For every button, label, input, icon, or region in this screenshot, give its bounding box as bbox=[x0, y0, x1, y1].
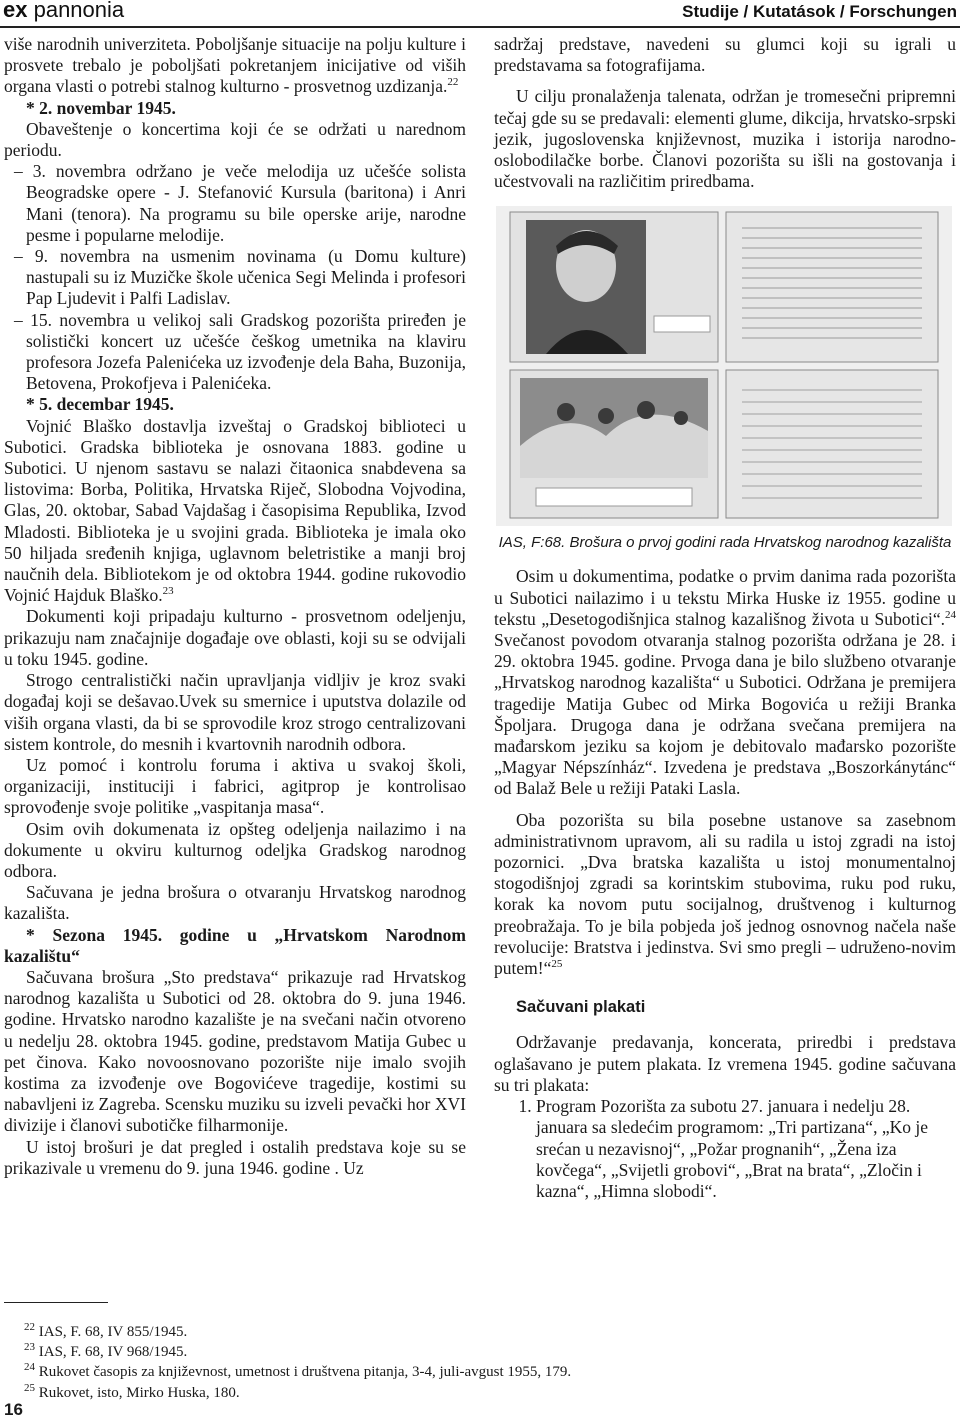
paragraph-text: Osim u dokumentima, podatke o prvim danima rada pozorišta u Subotici nailazimo i u tekstu Mirka Huske iz 1955. godine u tekstu „Desetogodišnjica stalnog kazališnog života u Subotici“. bbox=[494, 566, 956, 629]
list-item: – 9. novembra na usmenim novinama (u Domu kulture) nastupali su iz Muzičke škole učenica Segi Melinda i profesori Pap Ljudevit i Palfi Ladislav. bbox=[14, 246, 466, 309]
brochure-image bbox=[496, 206, 952, 526]
brochure-photo bbox=[496, 206, 952, 526]
date-text: * 2. novembar 1945. bbox=[26, 97, 176, 118]
footnote-text: IAS, F. 68, IV 968/1945. bbox=[35, 1344, 188, 1361]
footnote bbox=[24, 1383, 954, 1403]
paragraph: Osim ovih dokumenata iz opšteg odeljenja nailazimo i na dokumente u okviru kulturnog odeljka Gradskog narodnog odbora. bbox=[4, 818, 466, 881]
footnote-number: 23 bbox=[24, 1341, 35, 1354]
paragraph-text: Vojnić Blaško dostavlja izveštaj o Gradskoj biblioteci u Subotici. Gradska biblioteka je osnovana 1883. godine u Subotici. U njenom sastavu se nalazi čitaonica snabdevena sa listovima: Borba, Politika, Hrvatska Riječ, Slobodna Vojvodina, Glas, 20. oktobar, Sabad Vajdašag i časopisima Republika, Izvod Mladosti. Biblioteka je u svojini grada. Biblioteka je imala oko 50 hiljada sređenih knjiga, uglavnom beletristike a manji broj naučnih dela. Bibliotekom je od oktobra 1944. godine rukovodio Vojnić Hajduk Blaško. bbox=[4, 415, 466, 606]
right-column bbox=[494, 34, 956, 1202]
paragraph: U cilju pronalaženja talenata, održan je tromesečni pripremni tečaj gde su se predavali: elementi glume, dikcija, hrvatsko-srpski jezik, jugoslovenska književnost, muzika i istorija narodno-oslobodilačke borbe. Članovi pozorišta su išli na gostovanja i učestvovali na različitim priredbama. bbox=[494, 86, 956, 192]
footnote bbox=[24, 1322, 954, 1342]
paragraph: Obaveštenje o koncertima koji će se održati u narednom periodu. bbox=[4, 118, 466, 161]
paragraph-text: više narodnih univerziteta. Poboljšanje situacije na polju kulture i prosvete trebalo je poboljšati pokretanjem inicijative od viših organa vlasti o potrebi stalnog kulturno - prosvetnog uzdizanja. bbox=[4, 34, 466, 97]
paragraph: Sačuvana je jedna brošura o otvaranju Hrvatskog narodnog kazališta. bbox=[4, 882, 466, 924]
footnote-ref: 23 bbox=[162, 585, 174, 598]
section-heading: Sačuvani plakati bbox=[516, 998, 646, 1017]
paragraph: Sačuvana brošura „Sto predstava“ prikazuje rad Hrvatskog narodnog kazališta u Subotici od 28. oktobra do 9. juna 1946. godine. Hrvatsko narodno kazalište je na svečani način otvoreno u nedelju 28. oktobra 1945. godine, predstavom Matija Gubec u pet činova. Kako novoosnovano pozorište nije imalo svojih kostima za izvođenje ove Bogovićeve tragedije, kostimi su nabavljeni iz Zagreba. Scensku muziku su izveli pevački hor XVI divizije i članovi subotičke filharmonije. bbox=[4, 966, 466, 1136]
footnote-number: 22 bbox=[24, 1321, 35, 1333]
paragraph: Uz pomoć i kontrolu foruma i aktiva u svakoj školi, organizaciji, instituciji i fabrici, agitprop je kontrolisao sprovođenje svoje politike „vaspitanja masa“. bbox=[4, 754, 466, 818]
paragraph-text: Svečanost povodom otvaranja stalnog pozorišta održana je 28. i 29. oktobra 1945. godine. Prvoga dana je bilo službeno otvaranje „Hrvatskog narodnog kazališta“ u Subotici. Održana je premijera tragedije Matija Gubec od Mirka Bogovića u režiji Branka Špoljara. Drugoga dana je održana svečana premijera na mađarskom jeziku sa kojom je debitovalo mađarsko pozorište „Magyar Népszínház“. Izvedena je predstava „Boszorkánytánc“ od Balaž Bele u režiji Pataki Lasla. bbox=[494, 630, 956, 799]
paragraph: sadržaj predstave, navedeni su glumci koji su igrali u predstavama sa fotografijama. bbox=[494, 34, 956, 76]
poster-list bbox=[494, 1096, 956, 1202]
footnote-rule bbox=[4, 1302, 108, 1303]
date-text: * 5. decembar 1945. bbox=[26, 394, 174, 415]
paragraph bbox=[4, 416, 466, 607]
footnote bbox=[24, 1362, 954, 1382]
header-rule bbox=[0, 26, 960, 28]
paragraph bbox=[494, 566, 956, 799]
list-item: – 15. novembra u velikoj sali Gradskog pozorišta priređen je solistički koncert uz učešće češkog umetnika na klaviru profesora Jozefa Palenićeka uz izvođenje dela Baha, Buzonija, Betovena, Prokofjeva i Palenićeka. bbox=[14, 309, 466, 394]
footnote-number: 24 bbox=[24, 1361, 35, 1374]
paragraph: Dokumenti koji pripadaju kulturno - prosvetnom odeljenju, prikazuju nam značajnije događaje ove oblasti, koji su se odvijali u toku 1945. godine. bbox=[4, 606, 466, 669]
date-heading bbox=[4, 394, 466, 415]
paragraph: Održavanje predavanja, koncerata, priredbi i predstava oglašavano je putem plakata. Iz vremena 1945. godine sačuvana su tri plakata: bbox=[494, 1032, 956, 1095]
list-item: 1. Program Pozorišta za subotu 27. januara i nedelju 28. januara sa sledećim programom: „Tri partizana“, „Ko je srećan u nezavisnoj“, „Požar prognanih“, „Žena iza kovčega“, „Svijetli grobovi“, „Brat na brata“, „Zločin i kazna“, „Himna slobodi“. bbox=[536, 1096, 956, 1202]
footnote-ref: 24 bbox=[945, 609, 956, 621]
paragraph bbox=[4, 34, 466, 98]
paragraph: U istoj brošuri je dat pregled i ostalih predstava koje su se prikazivale u vremenu do 9. juna 1946. godine . Uz bbox=[4, 1136, 466, 1178]
photo-caption: IAS, F:68. Brošura o prvoj godini rada Hrvatskog narodnog kazališta bbox=[498, 534, 952, 552]
footnote-text: IAS, F. 68, IV 855/1945. bbox=[35, 1324, 188, 1340]
footnote-text: Rukovet časopis za književnost, umetnost i društvena pitanja, 3-4, juli-avgust 1955, 179. bbox=[35, 1364, 572, 1381]
season-heading bbox=[4, 925, 466, 967]
journal-logo bbox=[3, 0, 124, 23]
date-heading bbox=[4, 98, 466, 119]
season-text: * Sezona 1945. godine u „Hrvatskom Narodnom kazalištu“ bbox=[4, 924, 466, 966]
footnote-text: Rukovet, isto, Mirko Huska, 180. bbox=[35, 1384, 240, 1401]
logo-bold: ex bbox=[3, 0, 28, 22]
footnote-number: 25 bbox=[24, 1381, 35, 1394]
paragraph-text: Oba pozorišta su bila posebne ustanove sa zasebnom administrativnom upravom, ali su radila u istoj zgradi na istoj pozornici. „Dva bratska kazališta u istoj monumentalnoj stogodišnjoj zgradi sa korintskim stubovima, ruku pod ruku, korak ka novom putu socijalnog, društvenog i kulturnog preobražaja. To je bila pobjeda još jednog osnovnog načela naše revolucije: Bratstva i jedinstva. Svi smo pregli – udruženo-novim putem!“ bbox=[494, 809, 956, 979]
footnote-ref: 22 bbox=[447, 76, 459, 89]
footnote bbox=[24, 1342, 954, 1362]
left-column bbox=[4, 34, 466, 1179]
logo-rest: pannonia bbox=[27, 0, 125, 22]
paragraph: Strogo centralistički način upravljanja vidljiv je kroz svaki događaj koji se dešavao.Uvek su smernice i uputstva dolazile od viših organa vlasti, da bi se sprovodile kroz strogo centralizovani sistem kontrole, do mesnih i kvartovnih narodnih odbora. bbox=[4, 670, 466, 754]
page-header bbox=[0, 0, 960, 26]
list-item: – 3. novembra održano je veče melodija uz učešće solista Beogradske opere - J. Stefanović Kursula (baritona) i Anri Mani (tenora). Na programu su bile operske arije, narodne pesme i popularne melodije. bbox=[14, 161, 466, 245]
section-title: Studije / Kutatások / Forschungen bbox=[682, 2, 957, 21]
paragraph bbox=[494, 810, 956, 980]
footnotes bbox=[24, 1322, 954, 1403]
page-number: 16 bbox=[4, 1400, 23, 1419]
footnote-ref: 25 bbox=[551, 958, 563, 971]
